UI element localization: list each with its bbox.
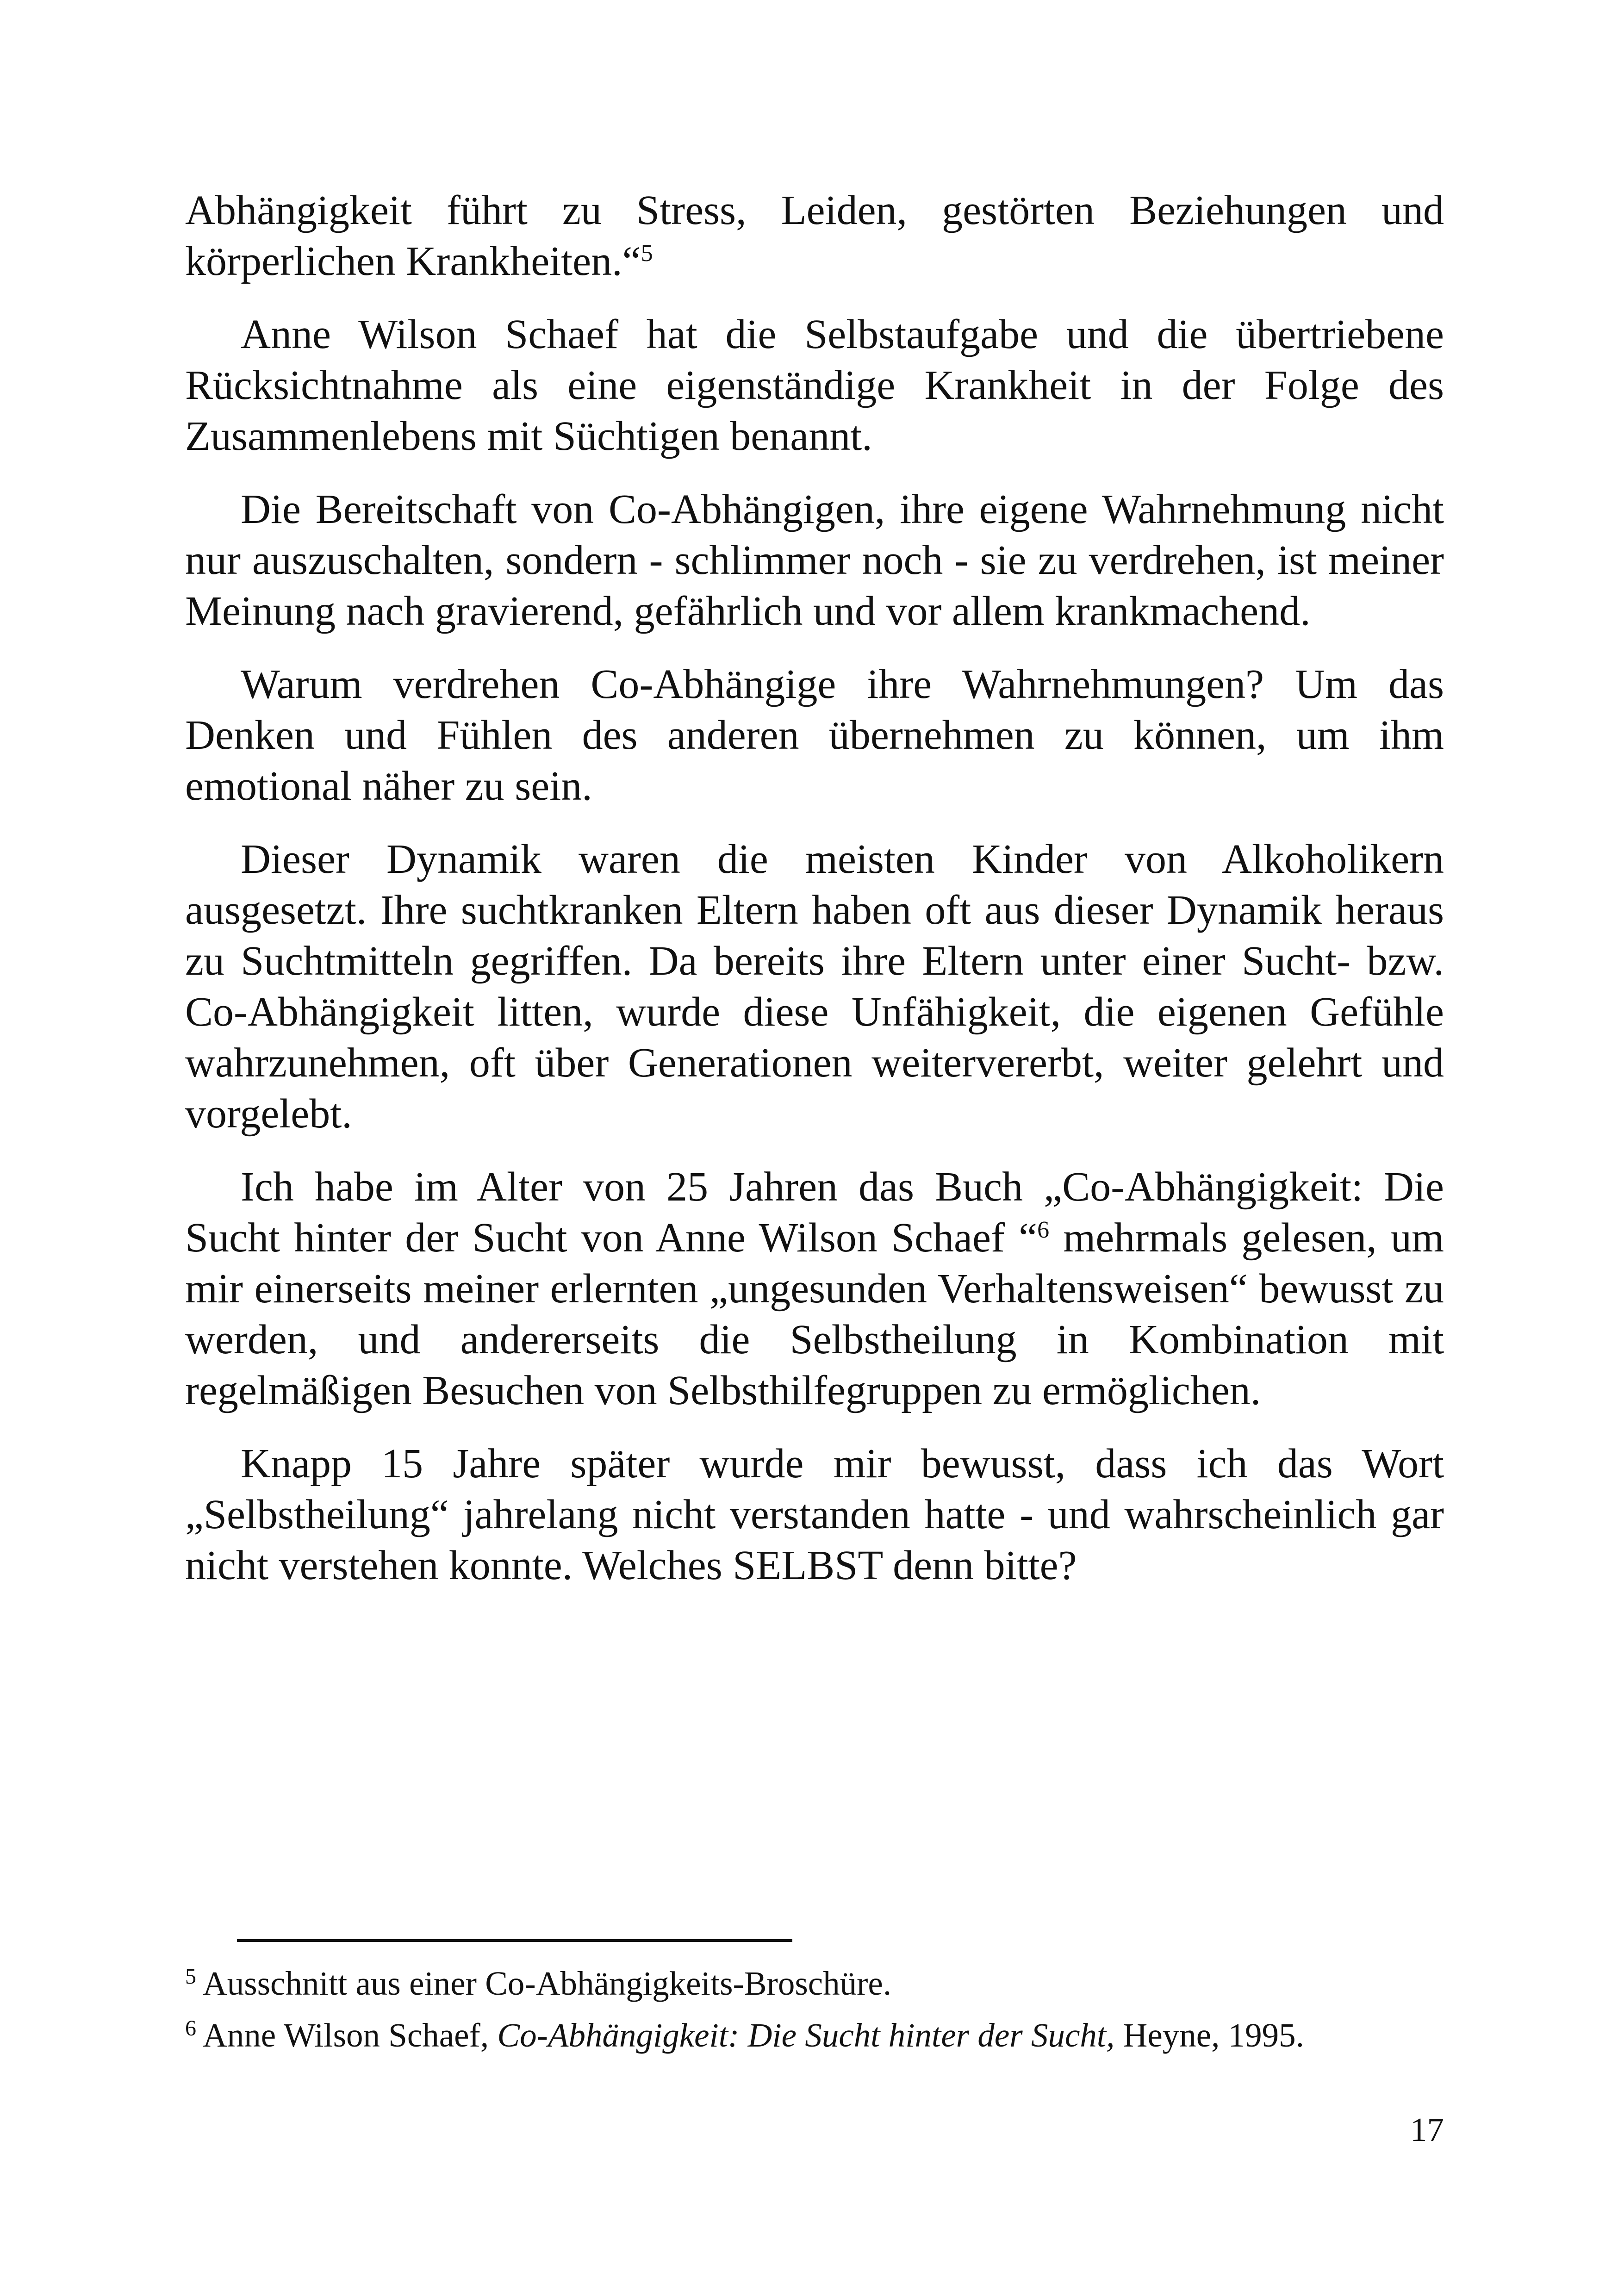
- footnote-number: 6: [185, 2016, 196, 2041]
- footnote-5: [185, 1958, 1444, 2010]
- page-number: 17: [1410, 2111, 1444, 2148]
- footnote-number: 5: [185, 1964, 196, 1989]
- footnote-6: [185, 2010, 1444, 2061]
- footnote-book-title: Co-Abhängigkeit: Die Sucht hinter der Sucht,: [497, 2016, 1115, 2054]
- footnotes: [185, 1958, 1444, 2061]
- footnote-publisher: Heyne, 1995.: [1114, 2016, 1304, 2054]
- footnote-divider: [237, 1939, 792, 1942]
- paragraph-3: Die Bereitschaft von Co-Abhängigen, ihre eigene Wahrnehmung nicht nur auszuschalten, sondern - schlimmer noch - sie zu verdrehen, ist meiner Meinung nach gravierend, gefährlich und vor allem krankmachend.: [185, 486, 1444, 634]
- body-text: [185, 185, 1444, 1613]
- paragraph-4: Warum verdrehen Co-Abhängige ihre Wahrnehmungen? Um das Denken und Fühlen des anderen übernehmen zu können, um ihm emotional näher zu sein.: [185, 661, 1444, 809]
- paragraph-7: Knapp 15 Jahre später wurde mir bewusst, dass ich das Wort „Selbstheilung“ jahrelang nicht verstanden hatte - und wahrscheinlich gar nicht verstehen konnte. Welches SELBST denn bitte?: [185, 1441, 1444, 1588]
- paragraph-1-text: Abhängigkeit führt zu Stress, Leiden, gestörten Beziehungen und körperlichen Krankheiten.“: [185, 187, 1444, 284]
- footnote-ref-5[interactable]: 5: [641, 240, 653, 267]
- paragraph-6-text-after: mehrmals gelesen, um mir einerseits meiner erlernten „ungesunden Verhaltensweisen“ bewusst zu werden, und andererseits die Selbstheilung in Kombination mit regelmäßigen Besuchen von Selbsthilfegruppen zu ermöglichen.: [185, 1215, 1444, 1413]
- footnote-author: Anne Wilson Schaef,: [203, 2016, 498, 2054]
- paragraph-5: Dieser Dynamik waren die meisten Kinder von Alkoholikern ausgesetzt. Ihre suchtkranken Eltern haben oft aus dieser Dynamik heraus zu Suchtmitteln gegriffen. Da bereits ihre Eltern unter einer Sucht- bzw. Co-Abhängigkeit litten, wurde diese Unfähigkeit, die eigenen Gefühle wahrzunehmen, oft über Generationen weitervererbt, weiter gelehrt und vorgelebt.: [185, 836, 1444, 1137]
- paragraph-2: Anne Wilson Schaef hat die Selbstaufgabe und die übertriebene Rücksichtnahme als eine eigenständige Krankheit in der Folge des Zusammenlebens mit Süchtigen benannt.: [185, 311, 1444, 459]
- footnote-text: Ausschnitt aus einer Co-Abhängigkeits-Broschüre.: [203, 1965, 892, 2002]
- paragraph-6-text-before: Ich habe im Alter von 25 Jahren das Buch „Co-Abhängigkeit: Die Sucht hinter der Sucht von Anne Wilson Schaef “: [185, 1164, 1444, 1261]
- paragraph-1: [185, 185, 1444, 287]
- paragraph-6: [185, 1162, 1444, 1416]
- footnote-ref-6[interactable]: 6: [1037, 1217, 1050, 1243]
